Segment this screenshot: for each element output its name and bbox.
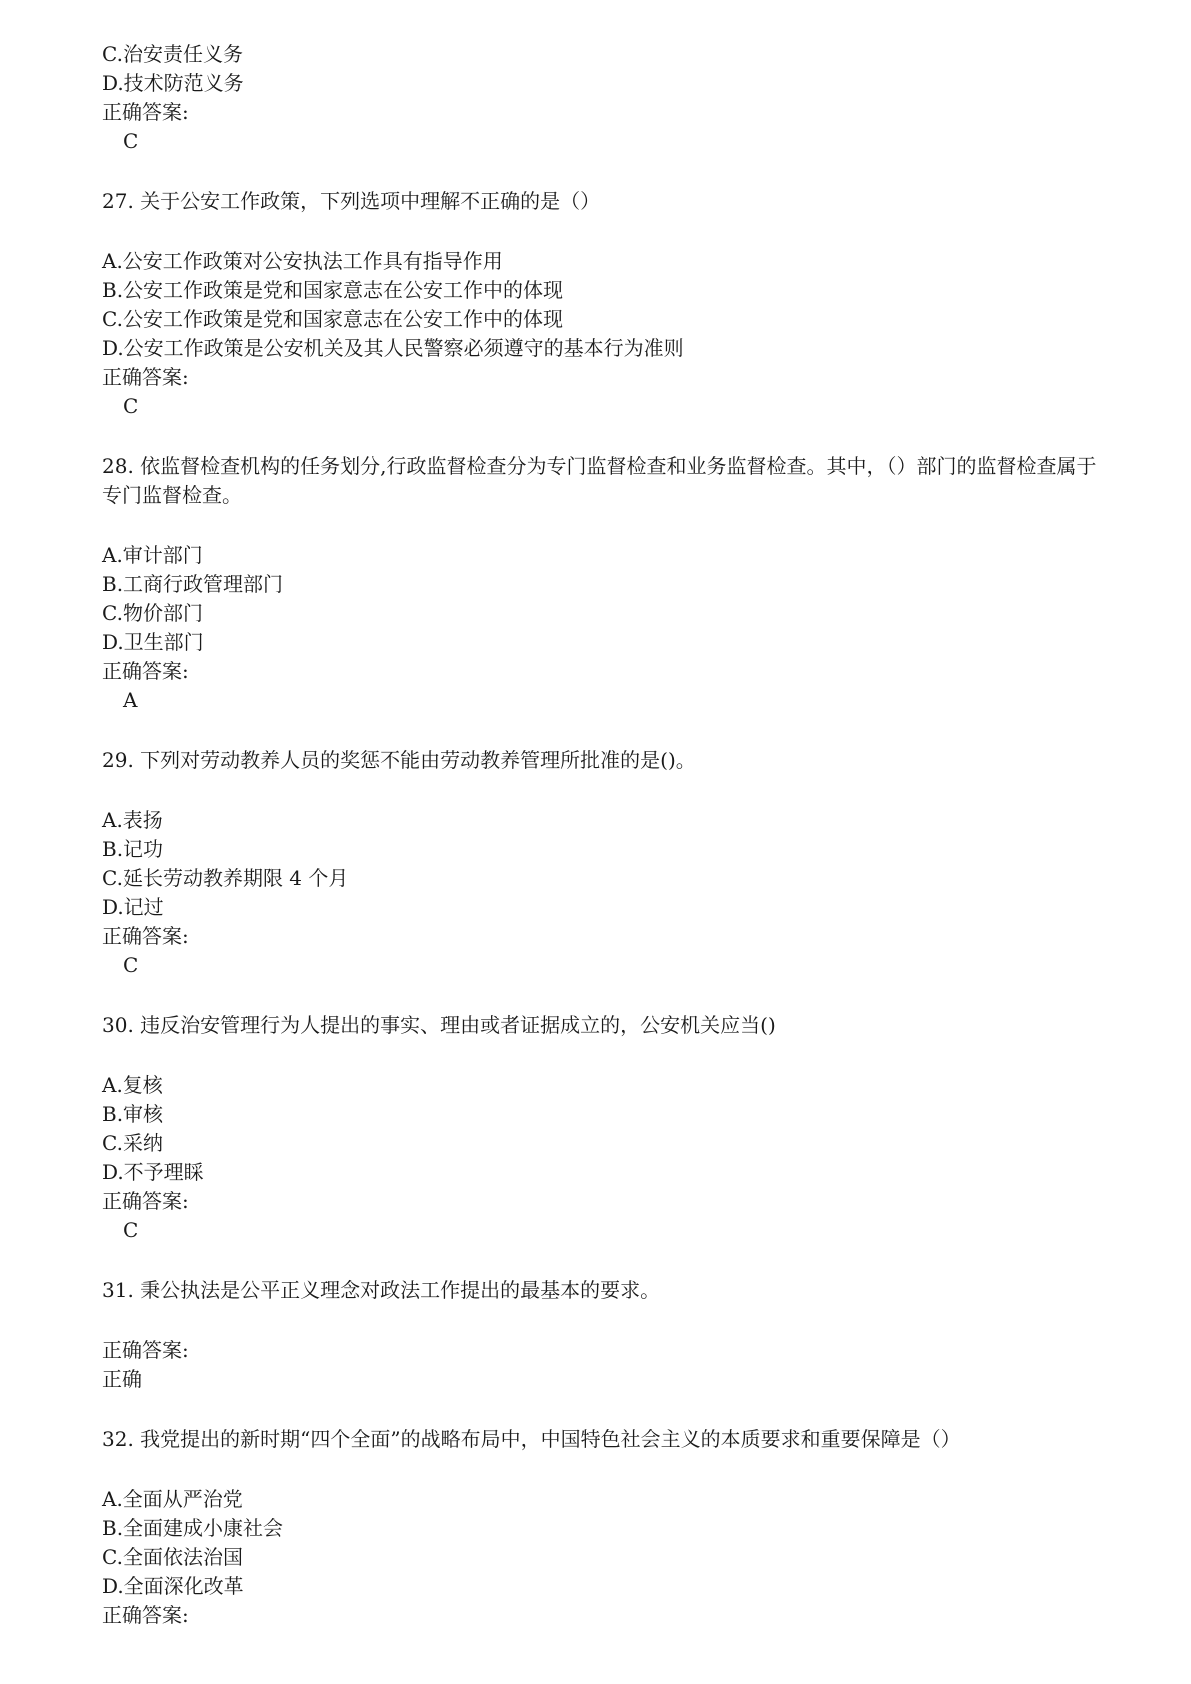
option-b: B.公安工作政策是党和国家意志在公安工作中的体现 (102, 278, 564, 302)
option-d: D.不予理睬 (102, 1160, 204, 1184)
option-a: A.表扬 (102, 808, 163, 832)
option-b: B.审核 (102, 1102, 164, 1126)
option-c: C.延长劳动教养期限 4 个月 (102, 866, 349, 890)
answer-label: 正确答案: (102, 100, 189, 124)
option-d: D.公安工作政策是公安机关及其人民警察必须遵守的基本行为准则 (102, 336, 684, 360)
option-a: A.复核 (102, 1073, 163, 1097)
option-c: C.采纳 (102, 1131, 163, 1155)
answer-label: 正确答案: (102, 1338, 189, 1362)
option-a: A.公安工作政策对公安执法工作具有指导作用 (102, 249, 503, 273)
answer-value: C (123, 129, 139, 153)
option-c: C.物价部门 (102, 601, 203, 625)
answer-label: 正确答案: (102, 924, 189, 948)
option-d: D.记过 (102, 895, 164, 919)
option-c: C.公安工作政策是党和国家意志在公安工作中的体现 (102, 307, 563, 331)
option-b: B.全面建成小康社会 (102, 1516, 284, 1540)
answer-value: C (123, 394, 139, 418)
option-a: A.全面从严治党 (102, 1487, 243, 1511)
question-29: 29. 下列对劳动教养人员的奖惩不能由劳动教养管理所批准的是()。 (102, 748, 696, 772)
question-30: 30. 违反治安管理行为人提出的事实、理由或者证据成立的，公安机关应当() (102, 1013, 776, 1037)
answer-label: 正确答案: (102, 659, 189, 683)
answer-value: 正确 (102, 1367, 142, 1391)
question-31: 31. 秉公执法是公平正义理念对政法工作提出的最基本的要求。 (102, 1278, 661, 1302)
option-d: D.全面深化改革 (102, 1574, 244, 1598)
answer-value: C (123, 1218, 139, 1242)
answer-value: A (123, 688, 138, 712)
answer-label: 正确答案: (102, 1189, 189, 1213)
option-d: D.卫生部门 (102, 630, 204, 654)
option-b: B.工商行政管理部门 (102, 572, 284, 596)
answer-label: 正确答案: (102, 1603, 189, 1627)
question-32: 32. 我党提出的新时期“四个全面”的战略布局中，中国特色社会主义的本质要求和重要保障是（） (102, 1427, 961, 1451)
option-c: C.治安责任义务 (102, 42, 243, 66)
option-b: B.记功 (102, 837, 164, 861)
answer-value: C (123, 953, 139, 977)
answer-label: 正确答案: (102, 365, 189, 389)
question-28: 28. 依监督检查机构的任务划分,行政监督检查分为专门监督检查和业务监督检查。其中，（）部门的监督检查属于专门监督检查。 (102, 454, 1097, 507)
option-d: D.技术防范义务 (102, 71, 244, 95)
option-a: A.审计部门 (102, 543, 203, 567)
question-27: 27. 关于公安工作政策，下列选项中理解不正确的是（） (102, 189, 601, 213)
option-c: C.全面依法治国 (102, 1545, 243, 1569)
